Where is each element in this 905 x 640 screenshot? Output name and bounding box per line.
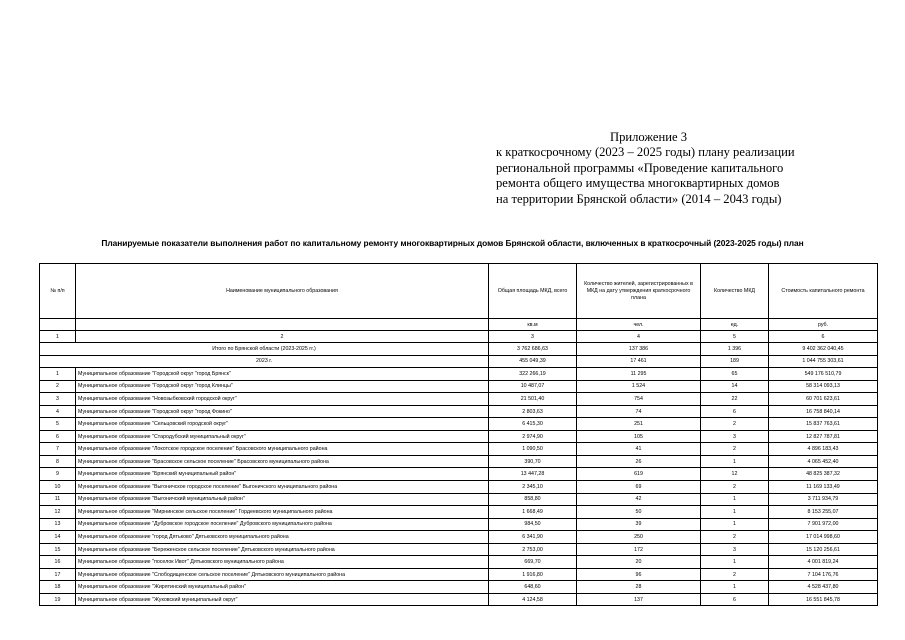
mkd-count: 6: [701, 593, 769, 606]
municipality-name: Муниципальное образование "Брянский муниципальный район": [76, 468, 489, 481]
mkd-count: 1: [701, 518, 769, 531]
unit-cell: [76, 319, 489, 331]
municipality-name: Муниципальное образование "Жуковский муниципальный округ": [76, 593, 489, 606]
residents-value: 250: [577, 531, 701, 544]
appendix-header: [496, 130, 826, 207]
area-value: 2 974,90: [489, 430, 577, 443]
municipality-name: Муниципальное образование "Дубровское городское поселение" Дубровского муниципального района: [76, 518, 489, 531]
cost-value: 15 837 763,61: [769, 418, 878, 431]
area-value: 4 124,58: [489, 593, 577, 606]
municipality-name: Муниципальное образование "Новозыбковский городской округ": [76, 393, 489, 406]
mkd-count: 2: [701, 481, 769, 494]
table-row: [40, 531, 878, 544]
table-row: [40, 418, 878, 431]
row-number: 2: [40, 380, 76, 393]
cost-value: 4 001 819,24: [769, 556, 878, 569]
column-number-cell: 2: [76, 331, 489, 343]
mkd-count: 2: [701, 443, 769, 456]
unit-cell: [40, 319, 76, 331]
area-value: 984,50: [489, 518, 577, 531]
municipality-name: Муниципальное образование "Мирнинское сельское поселение" Гордеевского муниципального района: [76, 506, 489, 519]
residents-value: 96: [577, 568, 701, 581]
total-residents: 137 386: [577, 343, 701, 356]
cost-value: 60 701 623,61: [769, 393, 878, 406]
row-number: 19: [40, 593, 76, 606]
mkd-count: 1: [701, 493, 769, 506]
document-title: Планируемые показатели выполнения работ по капитальному ремонту многоквартирных домов Брянской области, включенных в краткосрочный (2023-2025 годы) план: [101, 238, 804, 248]
row-number: 15: [40, 543, 76, 556]
cost-value: 4 896 183,43: [769, 443, 878, 456]
mkd-count: 2: [701, 531, 769, 544]
residents-value: 28: [577, 581, 701, 594]
area-value: 2 753,00: [489, 543, 577, 556]
mkd-count: 3: [701, 543, 769, 556]
table-header-row: [40, 264, 878, 319]
table-row: [40, 368, 878, 381]
municipality-name: Муниципальное образование "Брасовское сельское поселение" Брасовского муниципального района: [76, 455, 489, 468]
appendix-line: ремонта общего имущества многоквартирных домов: [496, 176, 780, 191]
table-row: [40, 493, 878, 506]
header-cell: Количество МКД: [701, 264, 769, 319]
residents-value: 137: [577, 593, 701, 606]
area-value: 669,70: [489, 556, 577, 569]
municipality-name: Муниципальное образование "Выгоничское городское поселение" Выгоничского муниципального района: [76, 481, 489, 494]
total-mkd: 1 396: [701, 343, 769, 356]
cost-value: 11 169 133,49: [769, 481, 878, 494]
cost-value: 15 120 256,61: [769, 543, 878, 556]
table-row: [40, 393, 878, 406]
appendix-line: Приложение 3: [610, 130, 688, 144]
cost-value: 549 176 510,79: [769, 368, 878, 381]
area-value: 6 415,30: [489, 418, 577, 431]
table-units-row: [40, 319, 878, 331]
mkd-count: 1: [701, 556, 769, 569]
unit-cell: руб.: [769, 319, 878, 331]
table-row: [40, 518, 878, 531]
cost-value: 17 014 998,60: [769, 531, 878, 544]
indicators-table: [39, 263, 878, 606]
residents-value: 251: [577, 418, 701, 431]
table-column-numbers-row: [40, 331, 878, 343]
cost-value: 4 528 437,80: [769, 581, 878, 594]
row-number: 17: [40, 568, 76, 581]
unit-cell: кв.м: [489, 319, 577, 331]
municipality-name: Муниципальное образование "Выгоничский муниципальный район": [76, 493, 489, 506]
column-number-cell: 1: [40, 331, 76, 343]
year-label: 2023 г.: [40, 355, 489, 368]
area-value: 6 341,90: [489, 531, 577, 544]
row-number: 4: [40, 405, 76, 418]
table-row: [40, 506, 878, 519]
year-area: 455 049,39: [489, 355, 577, 368]
header-cell: Стоимость капитального ремонта: [769, 264, 878, 319]
total-cost: 9 402 362 040,45: [769, 343, 878, 356]
municipality-name: Муниципальное образование "Городской округ "город Фокино": [76, 405, 489, 418]
municipality-name: Муниципальное образование "Слободищенское сельское поселение" Дятьковского муниципального района: [76, 568, 489, 581]
table-row: [40, 443, 878, 456]
area-value: 1 668,49: [489, 506, 577, 519]
table-row: [40, 430, 878, 443]
year-mkd: 189: [701, 355, 769, 368]
residents-value: 42: [577, 493, 701, 506]
row-number: 16: [40, 556, 76, 569]
row-number: 3: [40, 393, 76, 406]
mkd-count: 14: [701, 380, 769, 393]
table-row: [40, 593, 878, 606]
residents-value: 105: [577, 430, 701, 443]
appendix-line: к краткосрочному (2023 – 2025 годы) плану реализации: [496, 145, 795, 160]
row-number: 5: [40, 418, 76, 431]
cost-value: 16 758 840,14: [769, 405, 878, 418]
cost-value: 58 314 093,13: [769, 380, 878, 393]
row-number: 6: [40, 430, 76, 443]
row-number: 1: [40, 368, 76, 381]
table-row: [40, 543, 878, 556]
residents-value: 172: [577, 543, 701, 556]
residents-value: 74: [577, 405, 701, 418]
table-row: [40, 468, 878, 481]
table-row: [40, 581, 878, 594]
area-value: 858,80: [489, 493, 577, 506]
row-number: 10: [40, 481, 76, 494]
cost-value: 12 827 787,81: [769, 430, 878, 443]
municipality-name: Муниципальное образование "Стародубский муниципальный округ": [76, 430, 489, 443]
residents-value: 41: [577, 443, 701, 456]
table-total-row: [40, 343, 878, 356]
row-number: 8: [40, 455, 76, 468]
column-number-cell: 3: [489, 331, 577, 343]
mkd-count: 1: [701, 455, 769, 468]
row-number: 7: [40, 443, 76, 456]
cost-value: 48 825 387,32: [769, 468, 878, 481]
residents-value: 20: [577, 556, 701, 569]
header-cell: Общая площадь МКД, всего: [489, 264, 577, 319]
municipality-name: Муниципальное образование "город Дятьково" Дятьковского муниципального района: [76, 531, 489, 544]
area-value: 21 501,40: [489, 393, 577, 406]
area-value: 1 090,50: [489, 443, 577, 456]
residents-value: 26: [577, 455, 701, 468]
area-value: 390,70: [489, 455, 577, 468]
mkd-count: 3: [701, 430, 769, 443]
municipality-name: Муниципальное образование "Городской округ "город Клинцы": [76, 380, 489, 393]
municipality-name: Муниципальное образование "Локотское городское поселение" Брасовского муниципального района: [76, 443, 489, 456]
cost-value: 7 901 972,00: [769, 518, 878, 531]
residents-value: 1 524: [577, 380, 701, 393]
column-number-cell: 4: [577, 331, 701, 343]
area-value: 648,60: [489, 581, 577, 594]
municipality-name: Муниципальное образование "поселок Ивот" Дятьковского муниципального района: [76, 556, 489, 569]
column-number-cell: 5: [701, 331, 769, 343]
year-cost: 1 044 755 303,61: [769, 355, 878, 368]
unit-cell: чел.: [577, 319, 701, 331]
table-row: [40, 481, 878, 494]
year-residents: 17 461: [577, 355, 701, 368]
appendix-line: на территории Брянской области» (2014 – 2043 годы): [496, 191, 782, 206]
column-number-cell: 6: [769, 331, 878, 343]
cost-value: 3 711 934,79: [769, 493, 878, 506]
cost-value: 8 153 255,07: [769, 506, 878, 519]
mkd-count: 12: [701, 468, 769, 481]
row-number: 18: [40, 581, 76, 594]
header-cell: № п/п: [40, 264, 76, 319]
municipality-name: Муниципальное образование "Жирятинский муниципальный район": [76, 581, 489, 594]
area-value: 10 487,07: [489, 380, 577, 393]
area-value: 322 266,19: [489, 368, 577, 381]
mkd-count: 65: [701, 368, 769, 381]
header-cell: Наименование муниципального образования: [76, 264, 489, 319]
total-area: 3 762 686,63: [489, 343, 577, 356]
municipality-name: Муниципальное образование "Городской округ "город Брянск": [76, 368, 489, 381]
row-number: 12: [40, 506, 76, 519]
mkd-count: 1: [701, 581, 769, 594]
residents-value: 754: [577, 393, 701, 406]
residents-value: 39: [577, 518, 701, 531]
mkd-count: 2: [701, 568, 769, 581]
appendix-line: региональной программы «Проведение капитального: [496, 160, 784, 175]
table-row: [40, 455, 878, 468]
area-value: 1 916,80: [489, 568, 577, 581]
table-row: [40, 568, 878, 581]
cost-value: 4 065 452,40: [769, 455, 878, 468]
municipality-name: Муниципальное образование "Береженское сельское поселение" Дятьковского муниципального района: [76, 543, 489, 556]
cost-value: 7 104 176,76: [769, 568, 878, 581]
mkd-count: 1: [701, 506, 769, 519]
area-value: 2 345,10: [489, 481, 577, 494]
mkd-count: 22: [701, 393, 769, 406]
table-row: [40, 556, 878, 569]
area-value: 2 803,63: [489, 405, 577, 418]
residents-value: 619: [577, 468, 701, 481]
header-cell: Количество жителей, зарегистрированных в МКД на дату утверждения краткосрочного плана: [577, 264, 701, 319]
table-row: [40, 380, 878, 393]
total-label: Итого по Брянской области (2023-2025 гг.): [40, 343, 489, 356]
cost-value: 16 551 845,78: [769, 593, 878, 606]
residents-value: 50: [577, 506, 701, 519]
area-value: 13 447,28: [489, 468, 577, 481]
row-number: 9: [40, 468, 76, 481]
table-year-row: [40, 355, 878, 368]
row-number: 14: [40, 531, 76, 544]
table-row: [40, 405, 878, 418]
municipality-name: Муниципальное образование "Сельцовский городской округ": [76, 418, 489, 431]
row-number: 11: [40, 493, 76, 506]
mkd-count: 2: [701, 418, 769, 431]
row-number: 13: [40, 518, 76, 531]
residents-value: 11 295: [577, 368, 701, 381]
mkd-count: 6: [701, 405, 769, 418]
unit-cell: ед.: [701, 319, 769, 331]
residents-value: 69: [577, 481, 701, 494]
